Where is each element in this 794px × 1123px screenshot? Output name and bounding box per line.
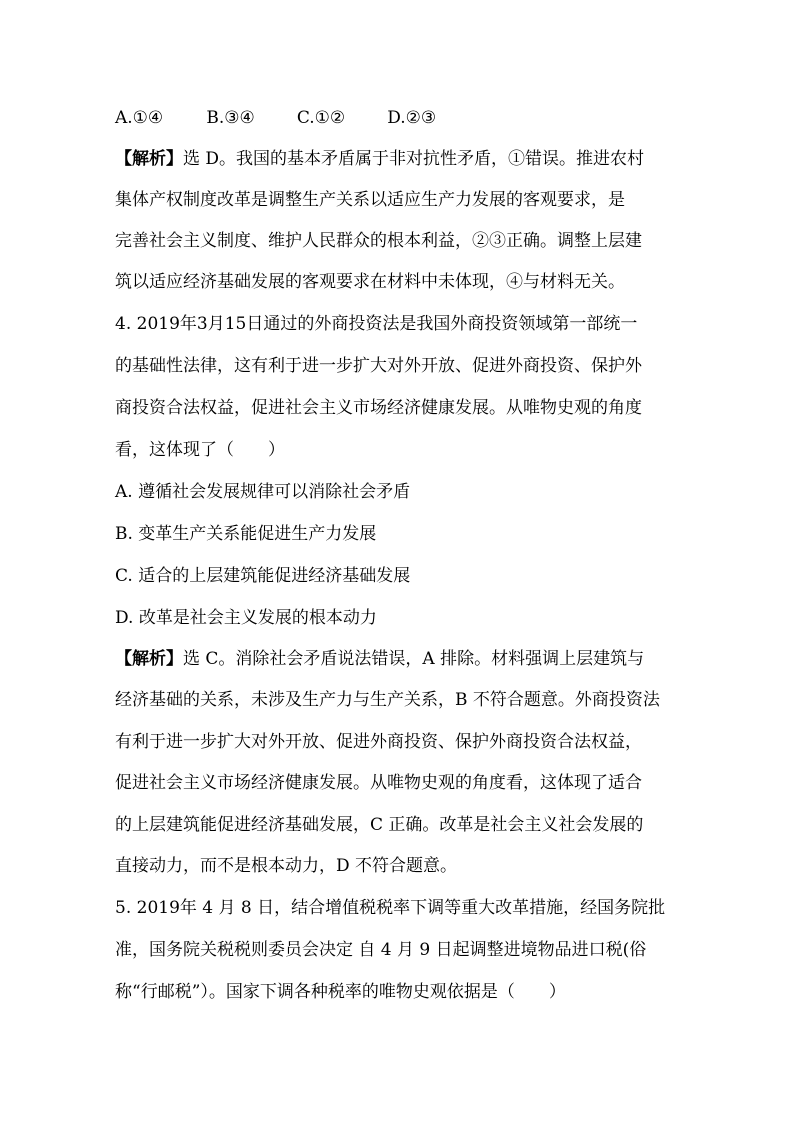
q5-stem-line-1: 5. 2019年 4 月 8 日，结合增值税税率下调等重大改革措施，经国务院批 bbox=[115, 898, 666, 918]
q4-option-b: B. 变革生产关系能促进生产力发展 bbox=[115, 524, 377, 544]
q4-analysis-label: 【解析】 bbox=[115, 649, 183, 669]
q4-stem-line-1: 4. 2019年3月15日通过的外商投资法是我国外商投资领域第一部统一 bbox=[115, 314, 638, 334]
q4-option-c: C. 适合的上层建筑能促进经济基础发展 bbox=[115, 566, 411, 586]
q4-analysis-line-5: 的上层建筑能促进经济基础发展，C 正确。改革是社会主义社会发展的 bbox=[115, 815, 644, 835]
q4-option-d: D. 改革是社会主义发展的根本动力 bbox=[115, 608, 377, 628]
q3-analysis-line-2: 集体产权制度改革是调整生产关系以适应生产力发展的客观要求，是 bbox=[115, 190, 625, 210]
q4-analysis-line-1 bbox=[115, 647, 644, 671]
q4-analysis-line-4: 促进社会主义市场经济健康发展。从唯物史观的角度看，这体现了适合 bbox=[115, 773, 642, 793]
q3-analysis-line-4: 筑以适应经济基础发展的客观要求在材料中未体现，④与材料无关。 bbox=[115, 272, 625, 292]
q4-analysis-line-6: 直接动力，而不是根本动力，D 不符合题意。 bbox=[115, 856, 458, 876]
q3-analysis-line-3: 完善社会主义制度、维护人民群众的根本利益，②③正确。调整上层建 bbox=[115, 231, 642, 251]
q4-analysis-text-1: 选 C。消除社会矛盾说法错误，A 排除。材料强调上层建筑与 bbox=[183, 649, 645, 669]
q5-stem-line-2: 准，国务院关税税则委员会决定 自 4 月 9 日起调整进境物品进口税(俗 bbox=[115, 940, 647, 960]
q3-option-d: D.②③ bbox=[387, 108, 437, 128]
q3-analysis-line-1 bbox=[115, 147, 644, 171]
q3-option-c: C.①② bbox=[296, 108, 346, 128]
q3-analysis-text-1: 选 D。我国的基本矛盾属于非对抗性矛盾，①错误。推进农村 bbox=[183, 149, 645, 169]
q4-analysis-line-3: 有利于进一步扩大对外开放、促进外商投资、保护外商投资合法权益， bbox=[115, 732, 642, 752]
q3-option-a: A.①④ bbox=[115, 108, 164, 128]
q5-stem-line-3: 称“行邮税”）。国家下调各种税率的唯物史观依据是（ ） bbox=[115, 982, 566, 1002]
q4-stem-line-2: 的基础性法律，这有利于进一步扩大对外开放、促进外商投资、保护外 bbox=[115, 356, 642, 376]
q4-analysis-line-2: 经济基础的关系，未涉及生产力与生产关系，B 不符合题意。外商投资法 bbox=[115, 690, 660, 710]
q4-stem-line-3: 商投资合法权益，促进社会主义市场经济健康发展。从唯物史观的角度 bbox=[115, 398, 642, 418]
q3-option-b: B.③④ bbox=[206, 108, 255, 128]
q4-option-a: A. 遵循社会发展规律可以消除社会矛盾 bbox=[115, 482, 411, 502]
q3-analysis-label: 【解析】 bbox=[115, 149, 183, 169]
q4-stem-line-4: 看，这体现了（ ） bbox=[115, 440, 285, 460]
q3-options-line bbox=[115, 106, 436, 130]
